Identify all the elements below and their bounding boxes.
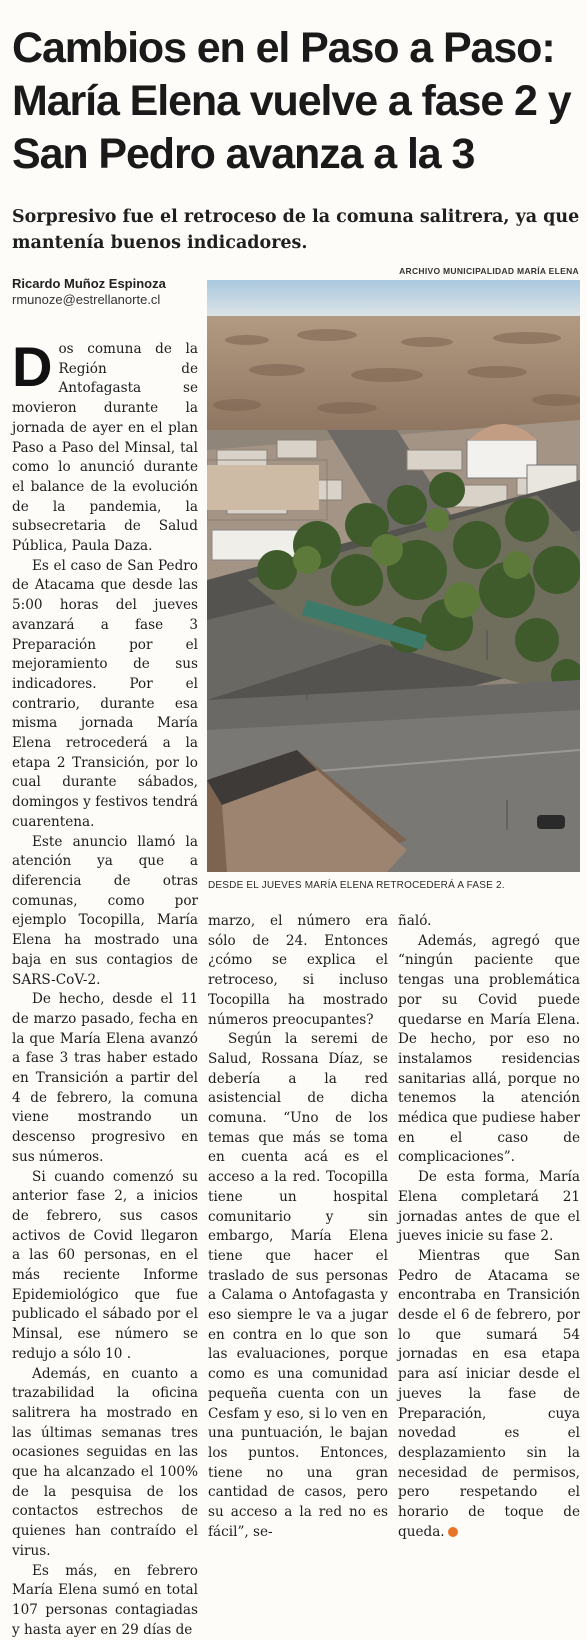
paragraph: Si cuando comenzó su anterior fase 2, a inicios de febrero, sus casos activos de Covid llegaron a las 60 personas, en el más reciente Informe Epidemiológico que fue publicado el sábado por el Minsal, ese número se redujo a sólo 10 . [12, 1168, 198, 1362]
paragraph: Este anuncio llamó la atención ya que a diferencia de otras comunas, como por ejemplo Tocopilla, María Elena ha mostrado una baja en sus contagios de SARS-CoV-2. [12, 833, 198, 988]
subheadline: Sorpresivo fue el retroceso de la comuna salitrera, ya que mantenía buenos indicadores. [12, 207, 580, 253]
drop-cap: D [12, 335, 53, 398]
paragraph: De hecho, desde el 11 de marzo pasado, fecha en la que María Elena avanzó a fase 3 tras haber estado en Transición a partir del 4 de febrero, la comuna viene mostrando un descenso progresivo en sus números. [12, 991, 198, 1165]
paragraph: Además, agregó que “ningún paciente que tengas una problemática por su Covid puede quedarse en María Elena. De hecho, por eso no instalamos residencias sanitarias allá, porque no tenemos la atención médica que pudiese haber en el caso de complicaciones”. [398, 932, 580, 1166]
body-column-1 [12, 335, 198, 1640]
author-email[interactable]: rmunoze@estrellanorte.cl [12, 292, 161, 307]
paragraph: De esta forma, María Elena completará 21 jornadas antes de que el jueves inicie su fase 2. [398, 1169, 580, 1245]
body-column-3 [398, 912, 580, 1543]
end-mark-icon [448, 1527, 458, 1537]
photo-caption: DESDE EL JUEVES MARÍA ELENA RETROCEDERÁ A FASE 2. [208, 880, 505, 891]
aerial-town-illustration [207, 280, 580, 872]
paragraph: Dos comuna de la Región de Antofagasta se movieron durante la jornada de ayer en el plan Paso a Paso del Minsal, tal como lo anunció durante el balance de la evolución de la pandemia, la subsecretaria de Salud Pública, Paula Daza. [12, 335, 198, 555]
paragraph: ñaló. [398, 913, 432, 929]
paragraph: Mientras que San Pedro de Atacama se encontraba en Transición desde el 6 de febrero, por lo que sumará 54 jornadas en esa etapa para así iniciar desde el jueves la fase de Preparación, cuya novedad es el desplazamiento sin la necesidad de permisos, pero respetando el horario de toque de queda. [398, 1247, 580, 1540]
paragraph: marzo, el número era sólo de 24. Entonces ¿cómo se explica el retroceso, si incluso Tocopilla ha mostrado números preocupantes? [208, 913, 388, 1028]
body-column-2 [208, 912, 388, 1543]
paragraph: Es el caso de San Pedro de Atacama que desde las 5:00 horas del jueves avanzará a fase 3 Preparación por el mejoramiento de sus indicadores. Por el contrario, durante esa misma jornada María Elena retrocederá a la etapa 2 Transición, por lo cual durante sábados, domingos y festivos tendrá cuarentena. [12, 557, 198, 830]
paragraph: Es más, en febrero María Elena sumó en total 107 personas contagiadas y hasta ayer en 29 días de [12, 1562, 198, 1638]
headline: Cambios en el Paso a Paso: María Elena vuelve a fase 2 y San Pedro avanza a la 3 [12, 24, 571, 178]
paragraph: Además, en cuanto a trazabilidad la oficina salitrera ha mostrado en las últimas semanas tres ocasiones seguidas en las que ha alcanzado el 100% de la pesquisa de los contactos estrechos de quienes han contraído el virus. [12, 1365, 198, 1559]
author-name: Ricardo Muñoz Espinoza [12, 276, 166, 291]
aerial-town-photo [207, 280, 580, 872]
paragraph: Según la seremi de Salud, Rossana Díaz, se debería a la red asistencial de dicha comuna. “Uno de los temas que más se toma en cuenta acá es el acceso a la red. Tocopilla tiene un hospital comunitario y sin embargo, María Elena tiene que hacer el traslado de sus personas a Calama o Antofagasta y eso siempre le va a jugar en contra en lo que son las evaluaciones, porque como es una comunidad pequeña cuenta con un Cesfam y eso, si lo ven en una puntuación, le bajan los puntos. Entonces, tiene no una gran cantidad de casos, pero su acceso a la red no es fácil”, se- [208, 1031, 388, 1540]
photo-credit: ARCHIVO MUNICIPALIDAD MARÍA ELENA [399, 266, 579, 276]
